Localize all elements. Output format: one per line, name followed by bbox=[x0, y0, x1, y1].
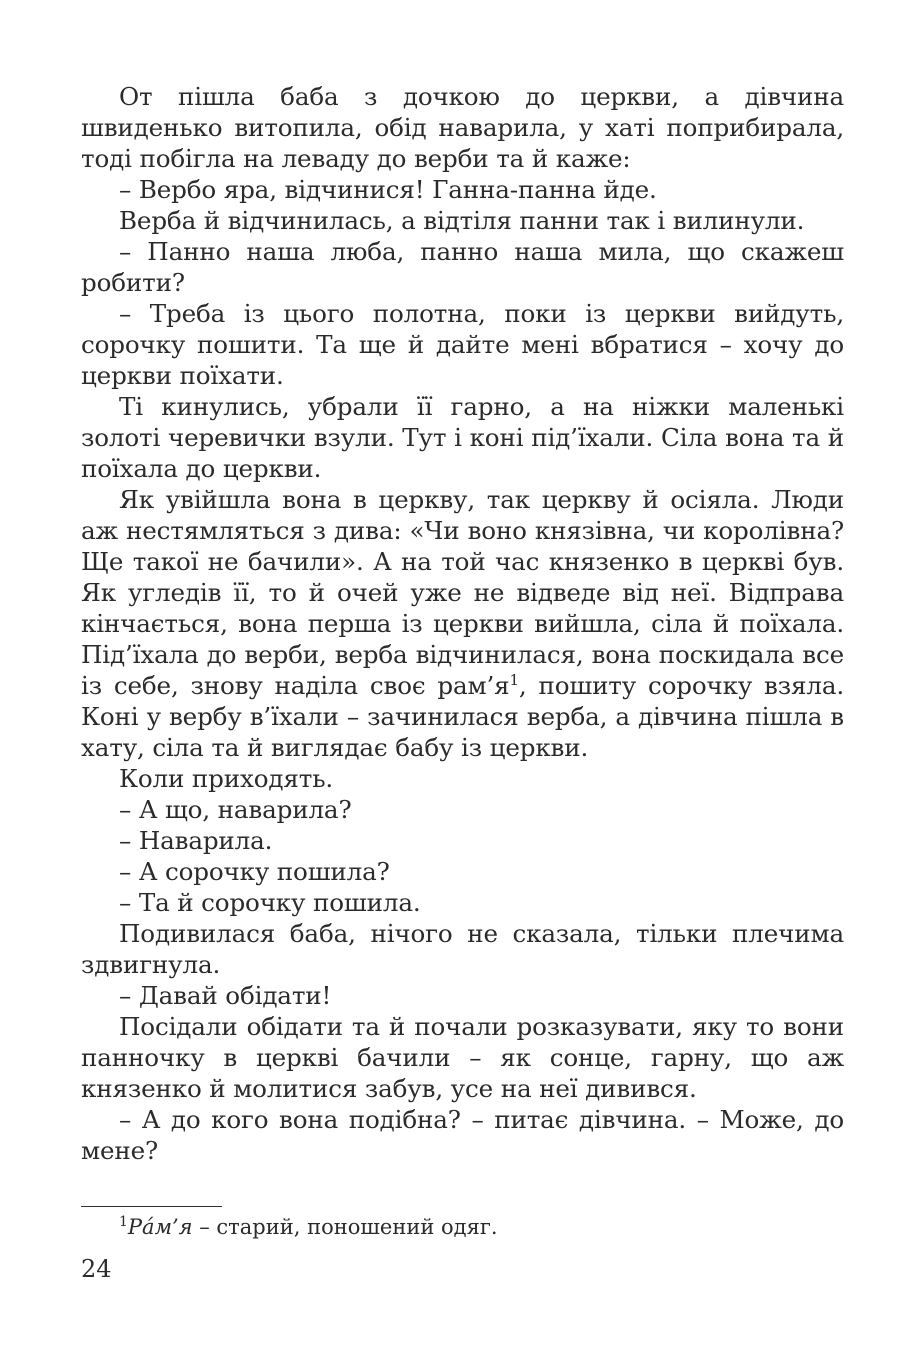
paragraph: – А сорочку пошила? bbox=[119, 857, 390, 886]
paragraph: – А до кого вона подібна? – питає дівчина. – Може, до мене? bbox=[81, 1105, 844, 1165]
paragraph: – Треба із цього полотна, поки із церкви вийдуть, сорочку пошити. Та ще й дайте мені вбратися – хочу до церкви поїхати. bbox=[81, 299, 844, 390]
footnote-definition: – старий, поношений одяг. bbox=[192, 1215, 498, 1239]
paragraph bbox=[81, 484, 844, 763]
paragraph: – Та й сорочку пошила. bbox=[119, 888, 421, 917]
footnote-mark: 1 bbox=[119, 1214, 128, 1230]
paragraph: – Вербо яра, відчинися! Ганна-панна йде. bbox=[119, 175, 657, 204]
paragraph: Верба й відчинилась, а відтіля панни так і вилинули. bbox=[119, 206, 805, 235]
page-text bbox=[81, 81, 844, 1166]
paragraph-text-continued: , пошиту сорочку взяла. Коні у вербу в’їхали – зачинилася верба, а дівчина пішла в хату, сіла та й виглядає бабу із церкви. bbox=[81, 671, 845, 762]
paragraph: Посідали обідати та й почали розказувати, яку то вони панночку в церкві бачили – як сонце, гарну, що аж князенко й молитися забув, усе на неї дивився. bbox=[81, 1012, 844, 1103]
paragraph: – Давай обідати! bbox=[119, 981, 332, 1010]
page-number: 24 bbox=[81, 1255, 112, 1283]
paragraph: От пішла баба з дочкою до церкви, а дівчина швиденько витопила, обід наварила, у хаті поприбирала, тоді побігла на леваду до верби та й каже: bbox=[81, 82, 844, 173]
paragraph: – Панно наша люба, панно наша мила, що скажеш робити? bbox=[81, 237, 844, 297]
paragraph-text: Як увійшла вона в церкву, так церкву й осіяла. Люди аж нестямляться з дива: «Чи воно князівна, чи королівна? Ще такої не бачили». А на той час князенко в церкві був. Як угледів її, то й очей уже не відведе від неї. Відправа кінчається, вона перша із церкви вийшла, сіла й поїхала. Під’їхала до верби, верба відчинилася, вона поскидала все із себе, знову наділа своє рам’я bbox=[81, 485, 844, 700]
paragraph: Ті кинулись, убрали її гарно, а на ніжки маленькі золоті черевички взули. Тут і коні під’їхали. Сіла вона та й поїхала до церкви. bbox=[81, 392, 844, 483]
paragraph: Подивилася баба, нічого не сказала, тільки плечима здвигнула. bbox=[81, 919, 844, 979]
footnote-reference[interactable]: 1 bbox=[509, 670, 519, 689]
footnote-divider bbox=[81, 1206, 222, 1207]
footnote bbox=[119, 1213, 498, 1241]
paragraph: Коли приходять. bbox=[119, 764, 334, 793]
paragraph: – А що, наварила? bbox=[119, 795, 352, 824]
footnote-term: Рáм’я bbox=[127, 1215, 193, 1239]
paragraph: – Наварила. bbox=[119, 826, 273, 855]
